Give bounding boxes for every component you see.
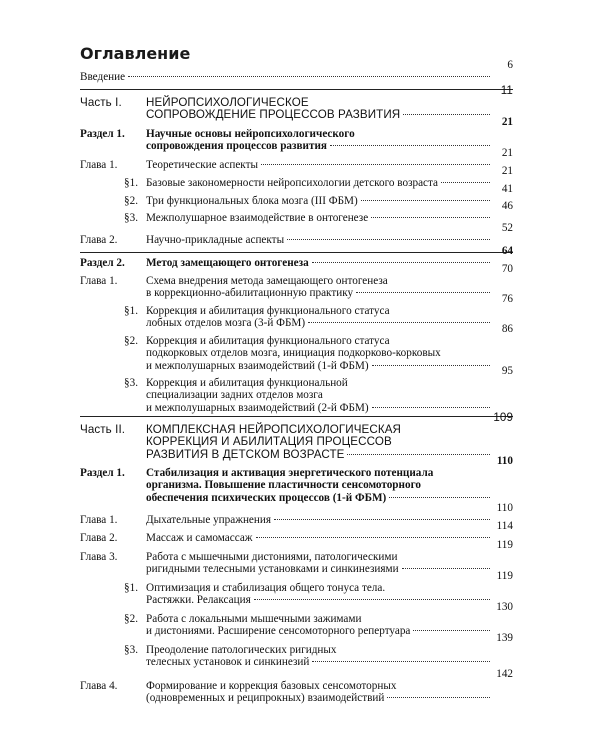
- toc-entry-line: Научные основы нейропсихологического: [146, 128, 355, 140]
- toc-entry-line: и межполушарных взаимодействий (1-й ФБМ): [146, 359, 369, 372]
- toc-entry-line: подкорковых отделов мозга, инициация подкорково-корковых: [146, 347, 441, 360]
- toc-page-number: 119: [496, 538, 513, 551]
- toc-entry-line: Коррекция и абилитация функционального статуса: [146, 305, 390, 317]
- toc-page-number: 139: [496, 631, 513, 644]
- toc-entry-line: Базовые закономерности нейропсихологии детского возраста: [146, 177, 439, 189]
- toc-entry-line: Массаж и самомассаж: [146, 532, 253, 544]
- toc-entry-label: Глава 2.: [80, 532, 118, 544]
- toc-page-number: 110: [496, 454, 513, 467]
- toc-entry-label: Глава 1.: [80, 159, 118, 171]
- toc-entry-line: обеспечения психических процессов (1-й ФБМ): [146, 491, 387, 504]
- toc-entry-line: организма. Повышение пластичности сенсомоторного: [146, 479, 421, 492]
- toc-entry-label: Глава 3.: [80, 551, 118, 563]
- toc-entry-line: Теоретические аспекты: [146, 159, 259, 171]
- toc-entry-label: Глава 1.: [80, 275, 118, 287]
- toc-entry-line: телесных установок и синкинезий: [146, 656, 310, 669]
- toc-page-number: 76: [501, 292, 513, 305]
- toc-entry-line: Оптимизация и стабилизация общего тонуса тела.: [146, 582, 386, 594]
- toc-page-number: 6: [507, 58, 513, 71]
- toc-page-number: 46: [501, 199, 513, 212]
- toc-entry-label: §1.: [124, 177, 138, 189]
- toc-entry-line: Межполушарное взаимодействие в онтогенезе: [146, 212, 369, 224]
- toc-entry-label: §2.: [124, 335, 138, 347]
- toc-entry-line: Стабилизация и активация энергетического потенциала: [146, 467, 434, 479]
- toc-entry-label: §2.: [124, 613, 138, 625]
- separator-line: [80, 252, 513, 253]
- toc-entry-line: НЕЙРОПСИХОЛОГИЧЕСКОЕ: [146, 96, 309, 109]
- toc-entry-line: РАЗВИТИЯ В ДЕТСКОМ ВОЗРАСТЕ: [146, 447, 345, 461]
- toc-entry-line: Работа с мышечными дистониями, патологическими: [146, 551, 398, 563]
- toc-entry-label: Раздел 1.: [80, 467, 125, 479]
- toc-entry-line: Схема внедрения метода замещающего онтогенеза: [146, 275, 388, 287]
- toc-entry-label: Раздел 1.: [80, 128, 125, 140]
- toc-entry-line: ригидными телесными установками и синкинезиями: [146, 563, 399, 576]
- toc-entry-line: сопровождения процессов развития: [146, 140, 327, 153]
- toc-page-number: 109: [493, 410, 513, 424]
- toc-page-number: 95: [501, 364, 513, 377]
- toc-entry-line: Коррекция и абилитация функциональной: [146, 377, 348, 389]
- toc-page-number: 41: [501, 182, 513, 195]
- toc-entry-line: Работа с локальными мышечными зажимами: [146, 613, 362, 625]
- toc-title: Оглавление: [80, 44, 191, 63]
- toc-entry-label: Часть I.: [80, 96, 122, 109]
- separator-line: [80, 89, 513, 90]
- toc-entry-line: Коррекция и абилитация функционального статуса: [146, 335, 390, 347]
- toc-entry-label: Глава 4.: [80, 680, 118, 692]
- toc-page-number: 114: [496, 519, 513, 532]
- toc-entry-line: Введение: [80, 71, 126, 83]
- toc-entry-label: §3.: [124, 212, 138, 224]
- toc-page-number: 86: [501, 322, 513, 335]
- toc-entry-line: в коррекционно-абилитационную практику: [146, 287, 354, 300]
- toc-entry-line: КОМПЛЕКСНАЯ НЕЙРОПСИХОЛОГИЧЕСКАЯ: [146, 423, 402, 436]
- toc-entry-label: §1.: [124, 305, 138, 317]
- toc-page-number: 142: [496, 667, 513, 680]
- toc-entry-line: Преодоление патологических ригидных: [146, 644, 337, 656]
- separator-line: [80, 416, 513, 417]
- toc-page-number: 52: [501, 221, 513, 234]
- toc-entry-line: Формирование и коррекция базовых сенсомоторных: [146, 680, 397, 692]
- toc-entry-label: Раздел 2.: [80, 257, 125, 269]
- toc-entry-line: специализации задних отделов мозга: [146, 389, 323, 402]
- toc-entry-line: Метод замещающего онтогенеза: [146, 257, 309, 269]
- toc-entry-label: §2.: [124, 195, 138, 207]
- toc-entry-line: Три функциональных блока мозга (III ФБМ): [146, 195, 358, 207]
- toc-entry-label: Часть II.: [80, 423, 126, 436]
- toc-page-number: 11: [500, 83, 513, 97]
- toc-entry-label: §3.: [124, 644, 138, 656]
- toc-entry-label: Глава 2.: [80, 234, 118, 246]
- toc-page-number: 119: [496, 569, 513, 582]
- toc-entry-line: Научно-прикладные аспекты: [146, 234, 285, 246]
- toc-entry-label: Глава 1.: [80, 514, 118, 526]
- toc-entry-label: §1.: [124, 582, 138, 594]
- toc-page-number: 70: [501, 262, 513, 275]
- toc-page-number: 130: [496, 600, 513, 613]
- toc-entry-label: §3.: [124, 377, 138, 389]
- toc-entry-line: КОРРЕКЦИЯ И АБИЛИТАЦИЯ ПРОЦЕССОВ: [146, 435, 392, 449]
- toc-entry-line: СОПРОВОЖДЕНИЕ ПРОЦЕССОВ РАЗВИТИЯ: [146, 108, 401, 122]
- toc-page-number: 21: [501, 164, 513, 177]
- toc-page-number: 64: [501, 244, 513, 257]
- toc-page-number: 21: [501, 115, 513, 128]
- toc-entry-line: и дистониями. Расширение сенсомоторного репертуара: [146, 625, 411, 638]
- toc-entry-line: и межполушарных взаимодействий (2-й ФБМ): [146, 401, 369, 414]
- toc-entry-line: Растяжки. Релаксация: [146, 594, 251, 607]
- toc-entry-line: лобных отделов мозга (3-й ФБМ): [146, 317, 306, 330]
- toc-entry-line: (одновременных и реципрокных) взаимодействий: [146, 692, 385, 705]
- toc-entry-line: Дыхательные упражнения: [146, 514, 272, 526]
- toc-page-number: 110: [496, 501, 513, 514]
- toc-page-number: 21: [501, 146, 513, 159]
